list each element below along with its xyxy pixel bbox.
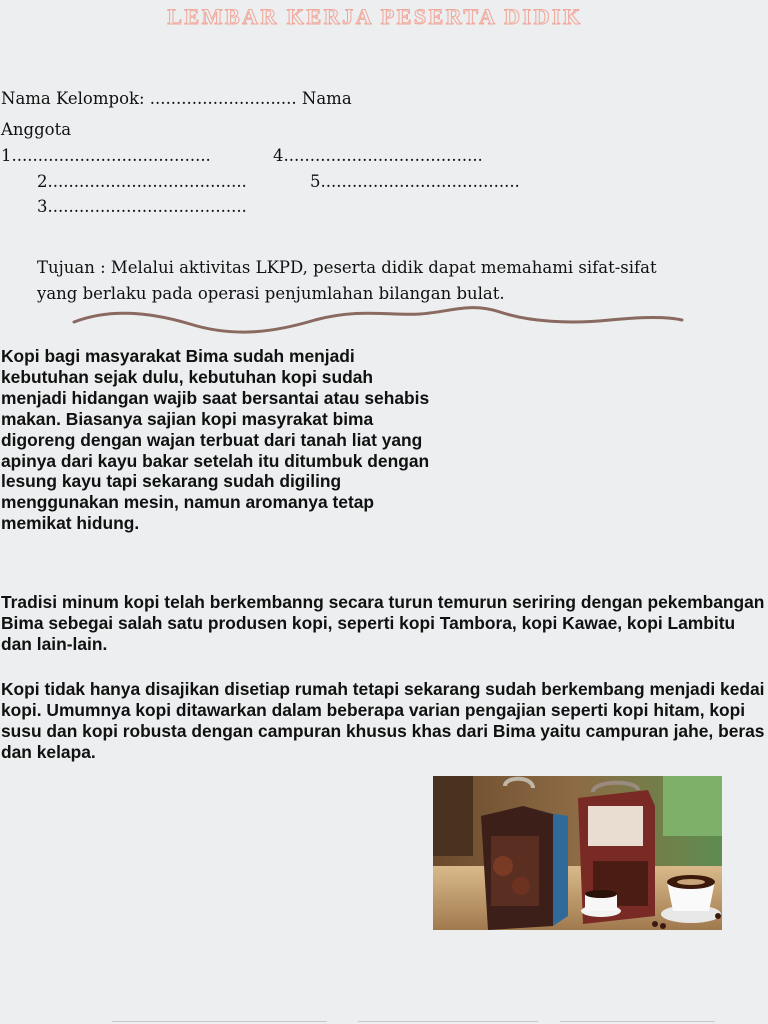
member-3-line: 3...................................... bbox=[37, 197, 247, 216]
paragraph-3: Kopi tidak hanya disajikan disetiap rumah tetapi sekarang sudah berkembang menjadi kedai kopi. Umumnya kopi ditawarkan dalam beberapa varian pengajian seperti kopi hitam, kopi susu dan kopi robusta dengan campuran khusus khas dari Bima yaitu campuran jahe, beras dan kelapa. bbox=[1, 679, 765, 762]
footer-divider-left bbox=[112, 1021, 327, 1022]
member-2-line: 2...................................... bbox=[37, 172, 247, 191]
member-5-line: 5...................................... bbox=[310, 172, 520, 191]
paragraph-2: Tradisi minum kopi telah berkembanng secara turun temurun seriring dengan pekembangan Bima sebegai salah satu produsen kopi, seperti kopi Tambora, kopi Kawae, kopi Lambitu dan lain-lain. bbox=[1, 592, 765, 654]
coffee-product-photo bbox=[433, 776, 722, 930]
wave-divider bbox=[70, 300, 690, 340]
footer-divider-middle bbox=[358, 1021, 538, 1022]
members-label: Anggota bbox=[1, 120, 72, 139]
paragraph-1: Kopi bagi masyarakat Bima sudah menjadi kebutuhan sejak dulu, kebutuhan kopi sudah menjadi hidangan wajib saat bersantai atau sehabis makan. Biasanya sajian kopi masyrakat bima digoreng dengan wajan terbuat dari tanah liat yang apinya dari kayu bakar setelah itu ditumbuk dengan lesung kayu tapi sekarang sudah digiling menggunakan mesin, namun aromanya tetap memikat hidung. bbox=[1, 346, 430, 534]
footer-divider-right bbox=[560, 1021, 715, 1022]
page-title: LEMBAR KERJA PESERTA DIDIK bbox=[167, 4, 583, 29]
learning-goal: Tujuan : Melalui aktivitas LKPD, peserta didik dapat memahami sifat-sifat yang berlaku pada operasi penjumlahan bilangan bulat. bbox=[37, 258, 657, 303]
group-name-line: Nama Kelompok: ............................ Nama bbox=[1, 89, 352, 108]
member-4-line: 4...................................... bbox=[273, 146, 483, 165]
member-1-line: 1...................................... bbox=[1, 146, 211, 165]
